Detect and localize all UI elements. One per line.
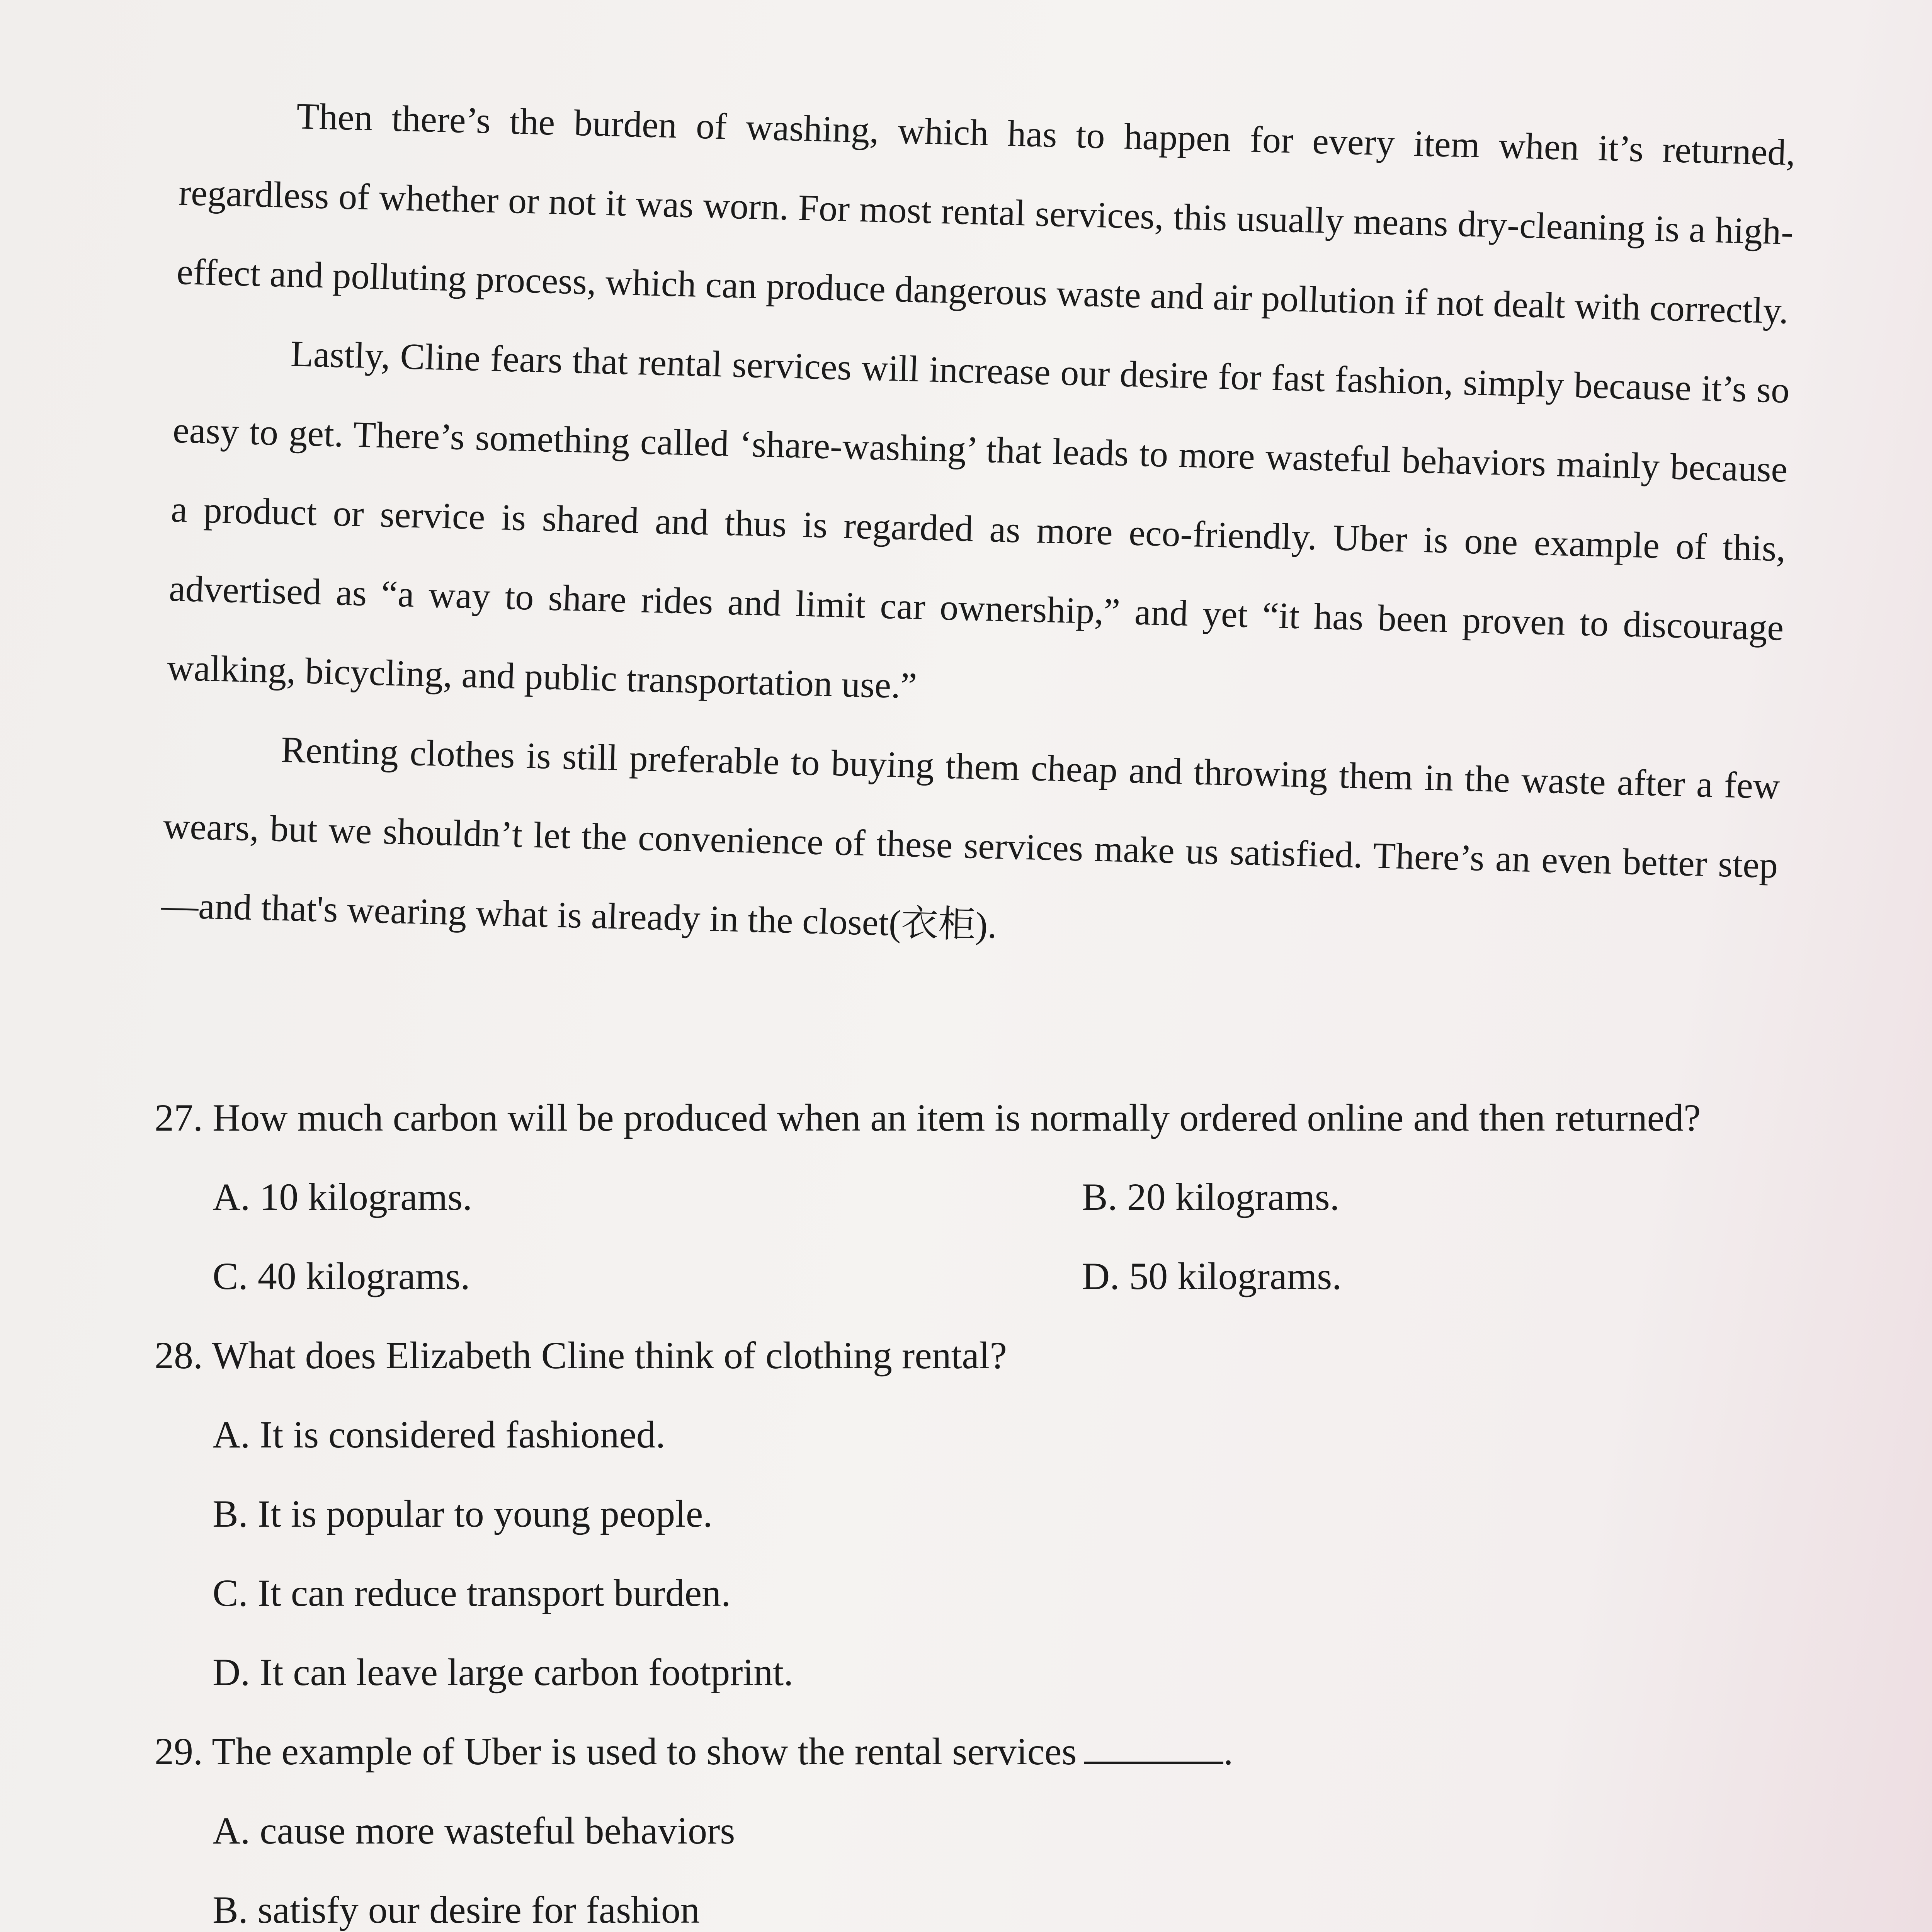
option-a: A. 10 kilograms. bbox=[213, 1175, 473, 1218]
option-b: B. satisfy our desire for fashion bbox=[213, 1888, 700, 1931]
option-d: D. It can leave large carbon footprint. bbox=[213, 1651, 794, 1694]
option-b: B. It is popular to young people. bbox=[213, 1492, 713, 1535]
passage-paragraph: Renting clothes is still preferable to buying them cheap and throwing them in the waste after a few wears, but we shouldn’t let the convenience of these services make us satisfied. There’s an even better step—and that's wearing what is already in the closet(衣柜). bbox=[161, 728, 1781, 946]
passage-paragraph: Lastly, Cline fears that rental services will increase our desire for fast fashion, simply because it’s so easy to get. There’s something called ‘share-washing’ that leads to more wasteful behaviors mainly because a product or service is shared and thus is regarded as more eco-friendly. Uber is one example of this, advertised as “a way to share rides and limit car ownership,” and yet “it has been proven to discourage walking, bicycling, and public transportation use.” bbox=[167, 333, 1790, 706]
option-b: B. 20 kilograms. bbox=[1082, 1175, 1340, 1218]
option-a: A. cause more wasteful behaviors bbox=[213, 1809, 735, 1852]
question-28 bbox=[155, 1316, 1828, 1712]
answer-blank bbox=[1084, 1731, 1223, 1764]
question-stem: 28. What does Elizabeth Cline think of clothing rental? bbox=[155, 1334, 1007, 1377]
option-d: D. 50 kilograms. bbox=[1082, 1255, 1342, 1298]
question-stem: 27. How much carbon will be produced when an item is normally ordered online and then returned? bbox=[155, 1096, 1701, 1139]
option-list bbox=[155, 1791, 1828, 1932]
option-c: C. 40 kilograms. bbox=[213, 1255, 470, 1298]
option-c: C. It can reduce transport burden. bbox=[213, 1571, 731, 1614]
reading-passage bbox=[160, 73, 1796, 984]
option-list bbox=[155, 1395, 1828, 1712]
question-27 bbox=[155, 1078, 1828, 1316]
option-list bbox=[155, 1157, 1828, 1316]
question-list bbox=[155, 1078, 1828, 1932]
passage-paragraph: Then there’s the burden of washing, which has to happen for every item when it’s returned, regardless of whether or not it was worn. For most rental services, this usually means dry-cleaning is a high-effect and polluting process, which can produce dangerous waste and air pollution if not dealt with correctly. bbox=[176, 95, 1796, 332]
question-stem-row: 29. The example of Uber is used to show the rental services . bbox=[155, 1730, 1233, 1773]
question-stem: 29. The example of Uber is used to show the rental services bbox=[155, 1730, 1077, 1773]
question-29 bbox=[155, 1712, 1828, 1932]
option-a: A. It is considered fashioned. bbox=[213, 1413, 665, 1456]
